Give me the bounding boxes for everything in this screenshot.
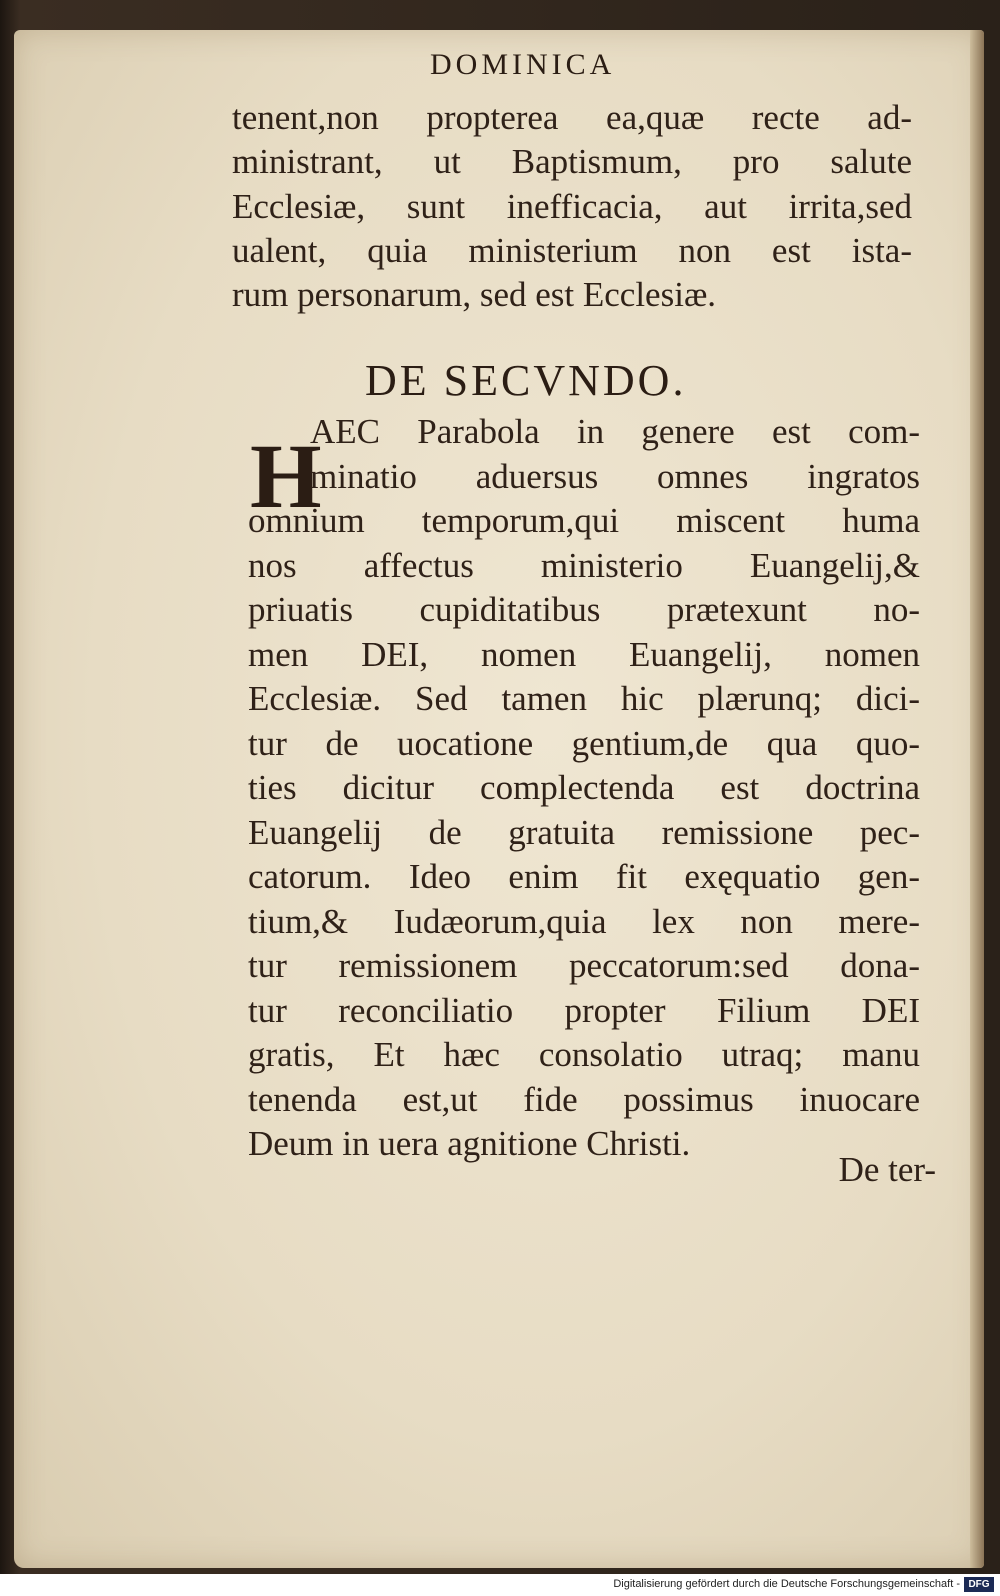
text-line: Deum in uera agnitione Christi. bbox=[248, 1124, 691, 1163]
section-heading: DE SECVNDO. bbox=[365, 356, 687, 405]
text-line: ualent, quia ministerium non est ista- bbox=[232, 230, 912, 270]
drop-capital: H bbox=[250, 425, 322, 527]
text-line: tur reconciliatio propter Filium DEI bbox=[248, 990, 920, 1030]
text-line: ties dicitur complectenda est doctrina bbox=[248, 768, 920, 807]
text-line: minatio aduersus omnes ingratos bbox=[310, 456, 920, 496]
text-line: omnium temporum,qui miscent huma bbox=[248, 501, 920, 540]
text-line: Euangelij de gratuita remissione pec- bbox=[248, 812, 920, 852]
main-paragraph bbox=[248, 410, 920, 1167]
running-head: DOMINICA bbox=[430, 48, 616, 81]
text-line: rum personarum, sed est Ecclesiæ. bbox=[232, 275, 717, 315]
text-line: tur remissionem peccatorum:sed dona- bbox=[248, 946, 920, 985]
text-line: ministrant, ut Baptismum, pro salute bbox=[232, 142, 912, 182]
funding-credit: Digitalisierung gefördert durch die Deutsche Forschungsgemeinschaft - bbox=[613, 1578, 960, 1590]
page-edge bbox=[970, 30, 984, 1568]
text-line: tur de uocatione gentium,de qua quo- bbox=[248, 723, 920, 763]
text-line: catorum. Ideo enim fit exęquatio gen- bbox=[248, 857, 920, 896]
text-line: Ecclesiæ. Sed tamen hic plærunq; dici- bbox=[248, 679, 920, 718]
dfg-logo-icon: DFG bbox=[964, 1577, 994, 1592]
continuation-text bbox=[232, 96, 912, 317]
text-line: nos affectus ministerio Euangelij,& bbox=[248, 545, 920, 585]
catchword: De ter- bbox=[838, 1150, 936, 1189]
text-line: AEC Parabola in genere est com- bbox=[310, 412, 920, 451]
text-line: tenenda est,ut fide possimus inuocare bbox=[248, 1079, 920, 1119]
text-line: men DEI, nomen Euangelij, nomen bbox=[248, 634, 920, 674]
footer-bar bbox=[0, 1574, 1000, 1596]
text-line: tium,& Iudæorum,quia lex non mere- bbox=[248, 901, 920, 941]
text-line: gratis, Et hæc consolatio utraq; manu bbox=[248, 1035, 920, 1074]
text-line: priuatis cupiditatibus prætexunt no- bbox=[248, 590, 920, 629]
text-line: Ecclesiæ, sunt inefficacia, aut irrita,sed bbox=[232, 186, 912, 226]
text-line: tenent,non propterea ea,quæ recte ad- bbox=[232, 98, 912, 137]
